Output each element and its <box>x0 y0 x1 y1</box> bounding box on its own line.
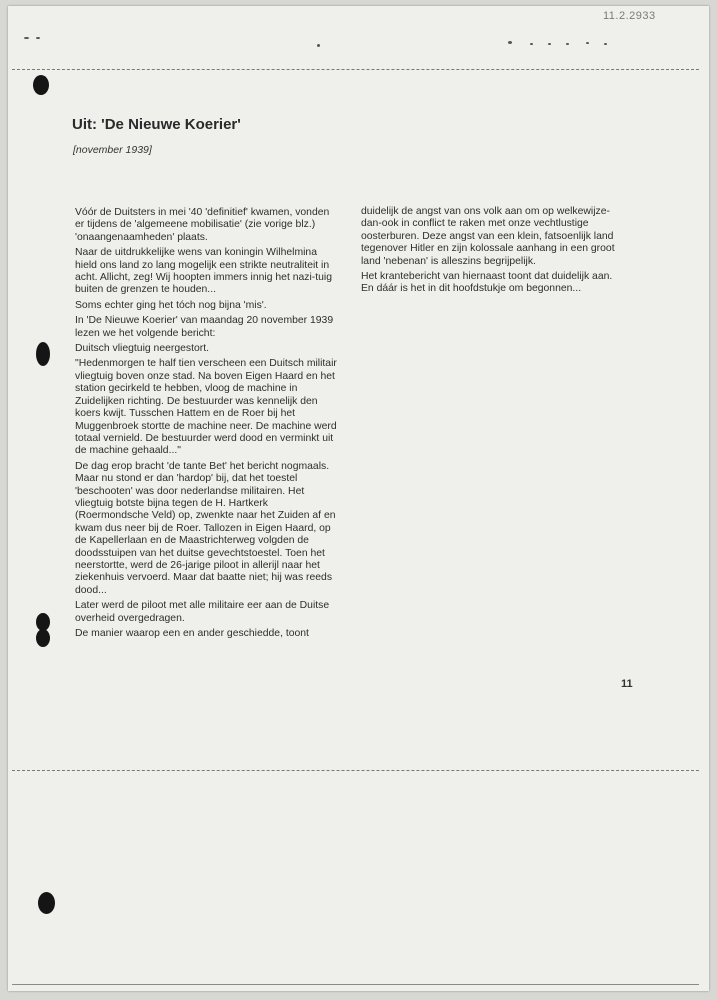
left-column <box>75 207 341 643</box>
speck <box>36 37 40 39</box>
speck <box>508 41 512 44</box>
article-date: [november 1939] <box>73 144 152 156</box>
paragraph: Soms echter ging het tóch nog bijna 'mis'. <box>75 299 267 311</box>
speck <box>317 44 320 47</box>
page-number: 11 <box>621 678 633 690</box>
bottom-cut-line <box>12 770 699 771</box>
speck <box>604 43 607 45</box>
page-bottom-edge <box>12 984 699 985</box>
punch-hole <box>38 892 55 914</box>
news-quote: "Hedenmorgen te half tien verscheen een Duitsch militair vliegtuig boven onze stad. Na boven Eigen Haard en het station gecirkeld te hebben, vloog de machine in Zuidelijken richting. De bestuurder was kennelijk den koers kwijt. Tusschen Hattem en de Roer bij het Muggenbroek stortte de machine neer. De machine werd totaal vernield. De bestuurder werd dood en verminkt uit de machine gehaald..." <box>75 358 337 457</box>
pencil-archive-number: 11.2.2933 <box>603 10 656 22</box>
speck <box>548 43 551 45</box>
paragraph: De dag erop bracht 'de tante Bet' het bericht nogmaals. Maar nu stond er dan 'hardop' bij, dat het toestel 'beschooten' was door nederlandse militairen. Het vliegtuig botste bijna tegen de H. Hartkerk (Roermondsche Veld) op, zwenkte naar het Zuiden af en kwam dus neer bij de Roer. Tallozen in Eigen Haard, op de Kapellerlaan en de Maastrichterweg volgden de doodsstuipen van het duitse gevechtstoestel. Toen het neerstortte, werd de 26-jarige piloot in allerijl naar het ziekenhuis vervoerd. Maar dat baatte niet; hij was reeds dood... <box>75 460 336 596</box>
speck <box>586 42 589 44</box>
punch-hole <box>36 629 50 647</box>
top-cut-line <box>12 69 699 70</box>
punch-hole <box>36 342 50 366</box>
speck <box>566 43 569 45</box>
article-title: Uit: 'De Nieuwe Koerier' <box>72 116 241 133</box>
paragraph: Het krantebericht van hiernaast toont dat duidelijk aan. En dáár is het in dit hoofdstukje om begonnen... <box>361 271 613 295</box>
paragraph: In 'De Nieuwe Koerier' van maandag 20 november 1939 lezen we het volgende bericht: <box>75 315 334 339</box>
paragraph: Naar de uitdrukkelijke wens van koningin Wilhelmina hield ons land zo lang mogelijk een strikte neutraliteit in acht. Allicht, zeg! Wij hoopten immers innig het nazi-tuig buiten de grenzen te houden... <box>75 247 333 296</box>
punch-hole <box>33 75 49 95</box>
paragraph: De manier waarop een en ander geschiedde, toont <box>75 628 309 639</box>
news-headline: Duitsch vliegtuig neergestort. <box>75 343 209 355</box>
paragraph: duidelijk de angst van ons volk aan om op welkewijze-dan-ook in conflict te raken met onze vechtlustige oosterburen. Deze angst van een klein, fatsoenlijk land tegenover Hitler en zijn kolossale aanhang in een groot land 'nebenan' is alleszins begrijpelijk. <box>361 206 615 267</box>
paragraph: Later werd de piloot met alle militaire eer aan de Duitse overheid overgedragen. <box>75 600 330 624</box>
speck <box>530 43 533 45</box>
paragraph: Vóór de Duitsters in mei '40 'definitief' kwamen, vonden er tijdens de 'algemeene mobilisatie' (zie vorige blz.) 'onaangenaamheden' plaats. <box>75 207 330 243</box>
speck <box>24 37 29 39</box>
right-column <box>361 206 624 299</box>
